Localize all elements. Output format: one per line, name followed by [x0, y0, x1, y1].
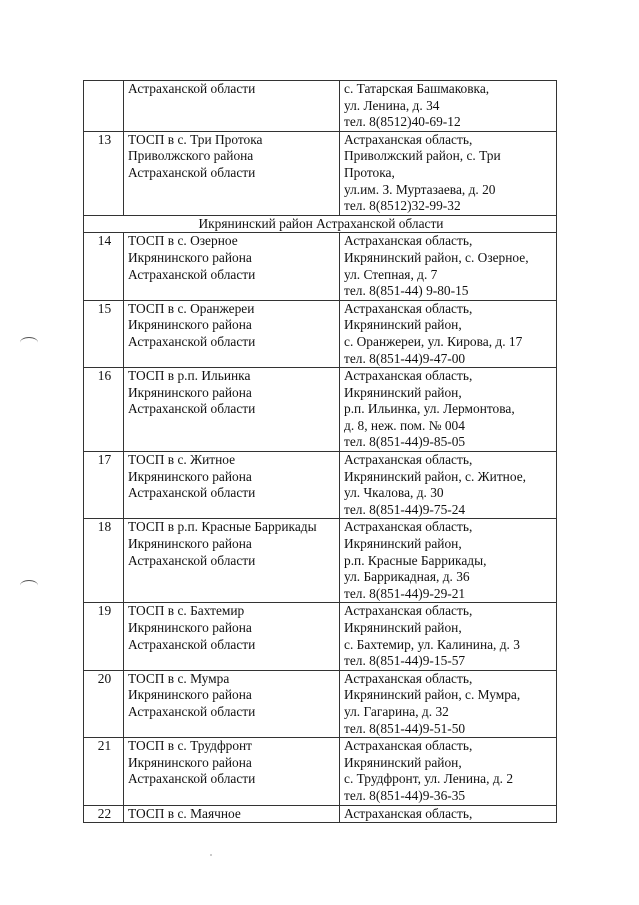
office-address-line: с. Трудфронт, ул. Ленина, д. 2	[344, 771, 514, 787]
table-row	[84, 81, 557, 132]
office-name-line: Икрянинского района	[128, 754, 252, 770]
office-name-line: Икрянинского района	[128, 536, 252, 552]
office-name-cell	[124, 368, 340, 452]
office-address-line: Астраханская область,	[344, 670, 473, 686]
office-address-line: Икрянинский район, с. Озерное,	[344, 249, 529, 265]
row-number: 21	[84, 738, 124, 805]
office-address-line: ул. Степная, д. 7	[344, 266, 438, 282]
row-number	[84, 81, 124, 132]
office-name-line: ТОСП в р.п. Красные Баррикады	[128, 519, 317, 535]
registry-table-body	[84, 81, 557, 823]
office-address-line: р.п. Красные Баррикады,	[344, 552, 487, 568]
office-address-line: Астраханская область,	[344, 233, 473, 249]
office-name-line: Астраханской области	[128, 81, 256, 96]
office-address-line: Астраханская область,	[344, 738, 473, 754]
office-address-line: с. Татарская Башмаковка,	[344, 81, 490, 96]
office-address-cell	[340, 368, 557, 452]
table-row	[84, 519, 557, 603]
office-name-cell	[124, 131, 340, 215]
office-address-cell	[340, 233, 557, 300]
office-name-line: ТОСП в с. Озерное	[128, 233, 238, 249]
office-name-line: Астраханской области	[128, 164, 256, 180]
office-name-line: Астраханской области	[128, 552, 256, 568]
office-name-line: ТОСП в с. Три Протока	[128, 131, 263, 147]
office-address-line: тел. 8(851-44)9-47-00	[344, 350, 466, 366]
office-address-line: Приволжский район, с. Три	[344, 148, 501, 164]
office-name-line: ТОСП в с. Оранжереи	[128, 300, 255, 316]
office-name-cell	[124, 805, 340, 823]
binding-hole-mark-upper	[20, 337, 38, 348]
office-name-line: ТОСП в с. Житное	[128, 452, 236, 468]
office-address-line: тел. 8(851-44)9-29-21	[344, 585, 466, 601]
office-address-line: р.п. Ильинка, ул. Лермонтова,	[344, 401, 515, 417]
office-name-line: ТОСП в р.п. Ильинка	[128, 368, 251, 384]
office-name-line: ТОСП в с. Маячное	[128, 805, 241, 821]
office-address-cell	[340, 81, 557, 132]
office-address-line: Икрянинский район, с. Житное,	[344, 468, 526, 484]
office-name-line: ТОСП в с. Мумра	[128, 670, 230, 686]
office-name-line: Икрянинского района	[128, 687, 252, 703]
office-address-line: Астраханская область,	[344, 519, 473, 535]
office-name-cell	[124, 738, 340, 805]
office-address-cell	[340, 452, 557, 519]
section-header-row	[84, 215, 557, 233]
row-number: 17	[84, 452, 124, 519]
office-name-line: Астраханской области	[128, 771, 256, 787]
office-address-line: тел. 8(851-44)9-51-50	[344, 720, 466, 736]
office-address-cell	[340, 738, 557, 805]
binding-hole-mark-lower	[20, 580, 38, 591]
registry-table	[83, 80, 557, 823]
row-number: 13	[84, 131, 124, 215]
office-address-line: Астраханская область,	[344, 805, 473, 821]
row-number: 22	[84, 805, 124, 823]
row-number: 19	[84, 603, 124, 670]
office-address-line: с. Оранжереи, ул. Кирова, д. 17	[344, 333, 523, 349]
office-address-line: Икрянинский район,	[344, 317, 462, 333]
office-name-line: Астраханской области	[128, 703, 256, 719]
office-name-line: Астраханской области	[128, 333, 256, 349]
office-name-line: Икрянинского района	[128, 468, 252, 484]
office-name-cell	[124, 233, 340, 300]
table-row	[84, 452, 557, 519]
table-row	[84, 300, 557, 367]
row-number: 14	[84, 233, 124, 300]
office-address-line: тел. 8(851-44) 9-80-15	[344, 283, 469, 299]
table-row	[84, 603, 557, 670]
office-address-line: д. 8, неж. пом. № 004	[344, 417, 465, 433]
scan-speck	[210, 854, 212, 856]
office-address-line: ул. Гагарина, д. 32	[344, 703, 449, 719]
office-address-line: Икрянинский район,	[344, 754, 462, 770]
office-name-line: Приволжского района	[128, 148, 254, 164]
office-address-line: тел. 8(851-44)9-75-24	[344, 501, 466, 517]
office-name-cell	[124, 300, 340, 367]
office-address-line: тел. 8(851-44)9-85-05	[344, 434, 466, 450]
office-name-line: Икрянинского района	[128, 249, 252, 265]
office-name-cell	[124, 603, 340, 670]
office-address-line: Астраханская область,	[344, 603, 473, 619]
office-name-line: Астраханской области	[128, 401, 256, 417]
office-name-cell	[124, 81, 340, 132]
office-name-line: ТОСП в с. Бахтемир	[128, 603, 245, 619]
office-address-line: тел. 8(8512)40-69-12	[344, 114, 461, 130]
table-row	[84, 805, 557, 823]
office-address-line: ул. Чкалова, д. 30	[344, 485, 444, 501]
office-address-line: тел. 8(851-44)9-15-57	[344, 653, 466, 669]
office-address-line: ул. Ленина, д. 34	[344, 97, 440, 113]
office-address-cell	[340, 603, 557, 670]
office-address-line: Икрянинский район,	[344, 536, 462, 552]
office-address-line: Астраханская область,	[344, 452, 473, 468]
office-name-line: Астраханской области	[128, 485, 256, 501]
office-address-line: с. Бахтемир, ул. Калинина, д. 3	[344, 636, 520, 652]
office-address-cell	[340, 131, 557, 215]
office-address-line: Икрянинский район, с. Мумра,	[344, 687, 521, 703]
office-address-line: тел. 8(851-44)9-36-35	[344, 787, 466, 803]
office-address-line: Астраханская область,	[344, 368, 473, 384]
row-number: 15	[84, 300, 124, 367]
office-address-cell	[340, 670, 557, 737]
office-address-line: тел. 8(8512)32-99-32	[344, 198, 461, 214]
office-name-cell	[124, 452, 340, 519]
office-address-cell	[340, 805, 557, 823]
section-title: Икрянинский район Астраханской области	[84, 215, 557, 233]
table-row	[84, 738, 557, 805]
office-name-cell	[124, 670, 340, 737]
office-address-line: ул. Баррикадная, д. 36	[344, 569, 470, 585]
table-row	[84, 131, 557, 215]
table-row	[84, 670, 557, 737]
row-number: 20	[84, 670, 124, 737]
office-address-cell	[340, 300, 557, 367]
table-row	[84, 233, 557, 300]
office-name-line: Астраханской области	[128, 636, 256, 652]
office-name-line: Икрянинского района	[128, 620, 252, 635]
office-address-line: Астраханская область,	[344, 300, 473, 316]
table-row	[84, 368, 557, 452]
row-number: 18	[84, 519, 124, 603]
office-address-cell	[340, 519, 557, 603]
office-address-line: Астраханская область,	[344, 131, 473, 147]
office-name-cell	[124, 519, 340, 603]
office-name-line: ТОСП в с. Трудфронт	[128, 738, 253, 754]
office-name-line: Икрянинского района	[128, 317, 252, 333]
office-address-line: Протока,	[344, 164, 395, 180]
office-address-line: Икрянинский район,	[344, 384, 462, 400]
office-address-line: Икрянинский район,	[344, 620, 462, 635]
office-address-line: ул.им. З. Муртазаева, д. 20	[344, 181, 496, 197]
office-name-line: Астраханской области	[128, 266, 256, 282]
office-name-line: Икрянинского района	[128, 384, 252, 400]
row-number: 16	[84, 368, 124, 452]
